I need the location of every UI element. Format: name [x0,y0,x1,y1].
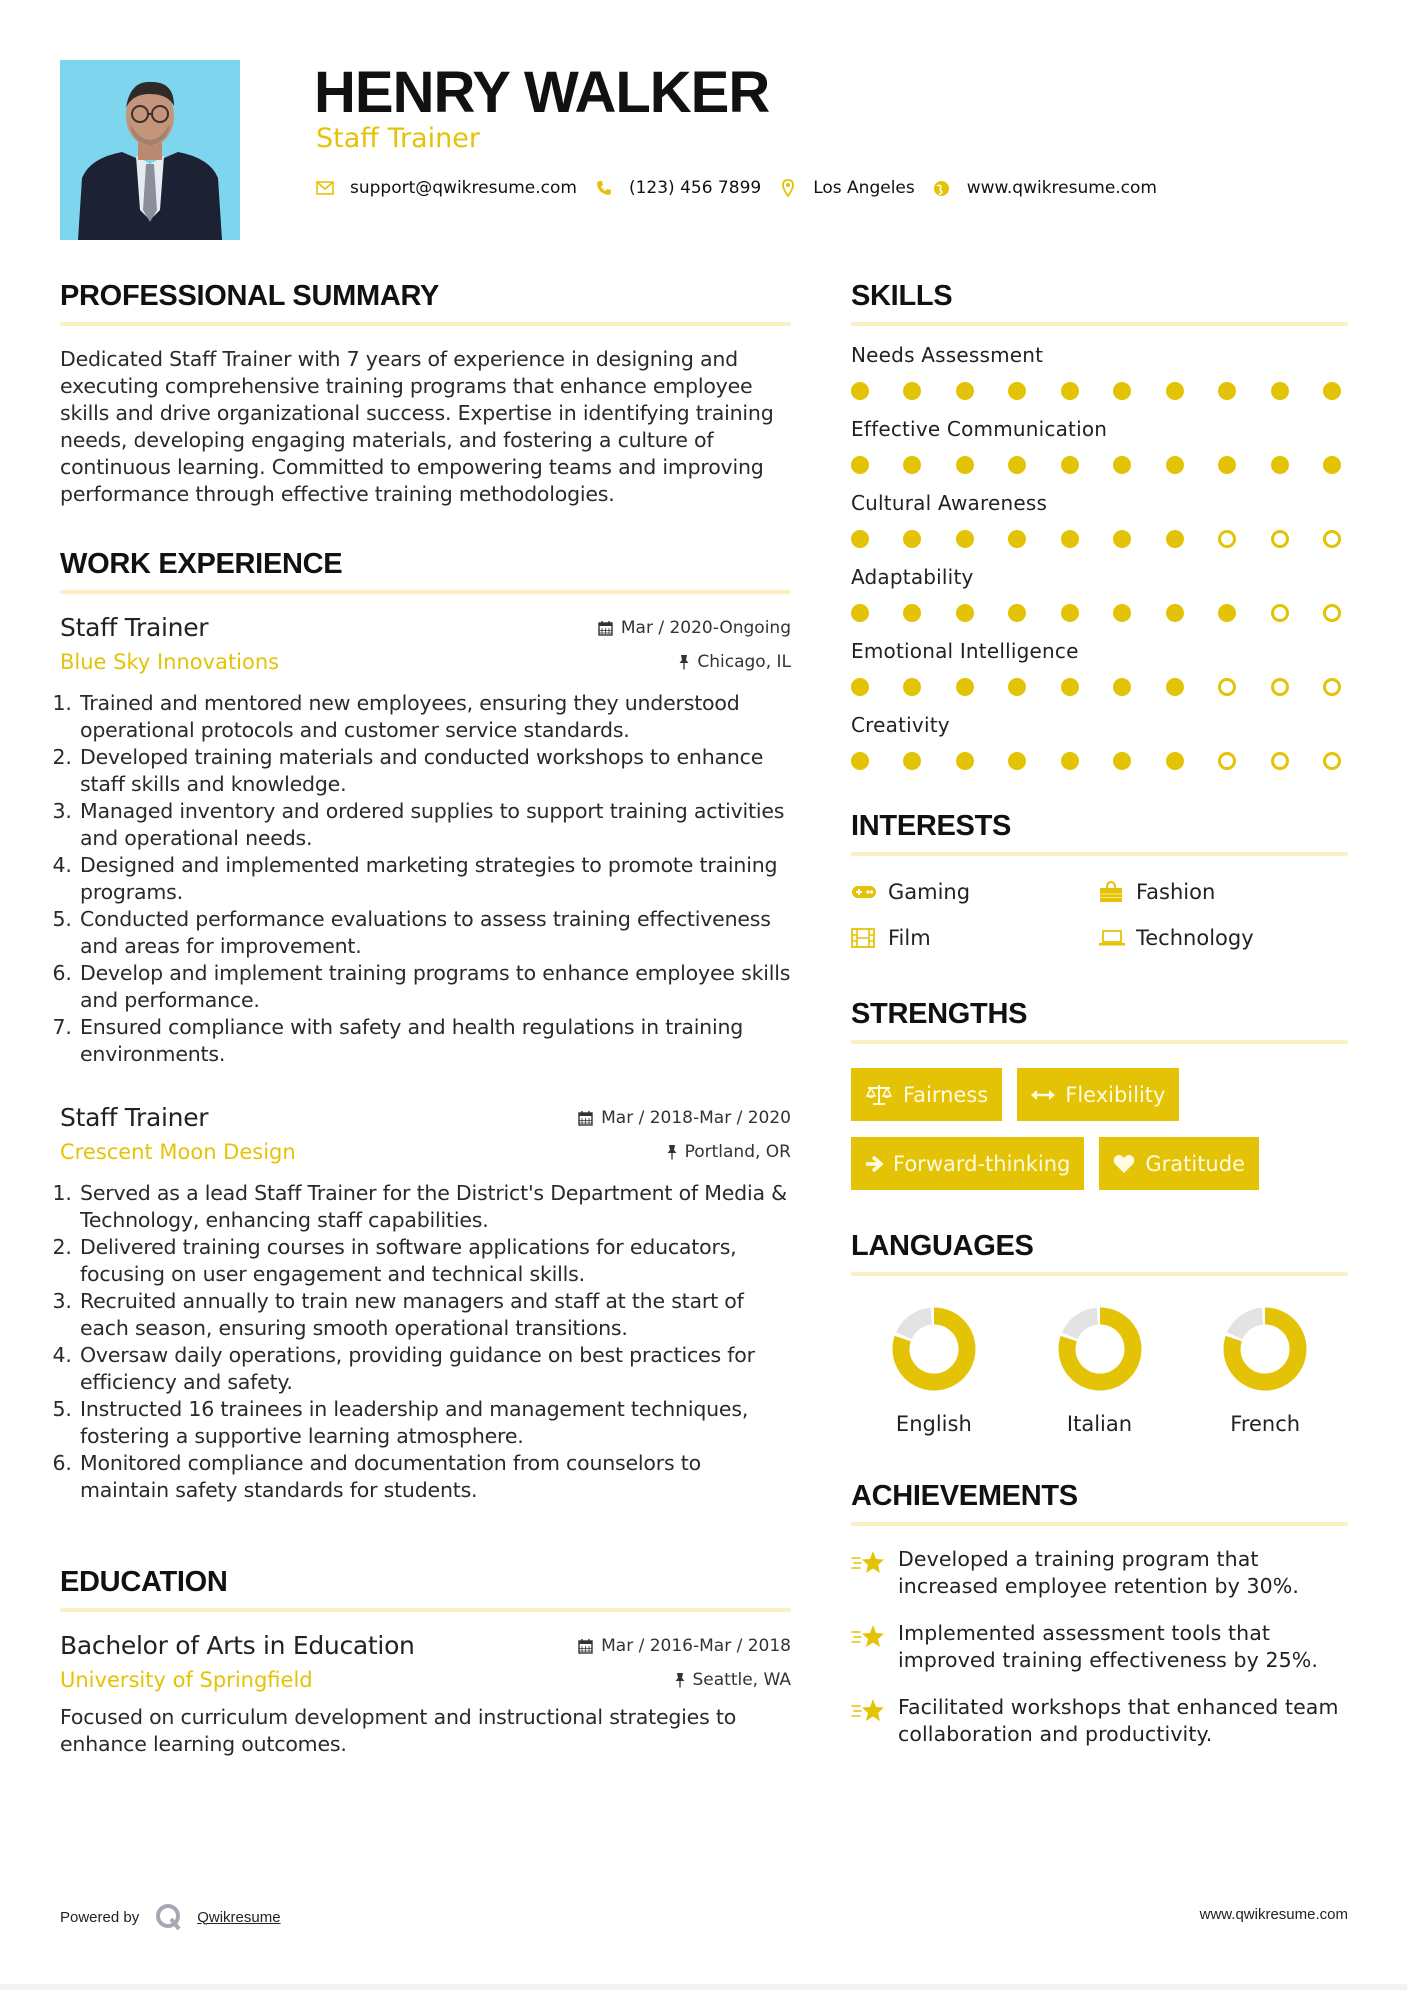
rating-dot-filled-icon [1113,530,1131,548]
language-proficiency-donut [1057,1306,1143,1392]
balance-scale-icon [865,1084,893,1106]
job-bullet: 3. Recruited annually to train new managers and staff at the start of each season, ensuring smooth operational transitions. [78,1288,791,1342]
job-location [667,1142,791,1162]
rating-dot-filled-icon [1166,530,1184,548]
rating-dot-filled-icon [1113,382,1131,400]
job-date [598,618,791,638]
strength-tag-forward-thinking [851,1137,1084,1190]
skills-heading: SKILLS [851,280,953,312]
rating-dot-empty-icon [1271,530,1289,548]
job-date-text: Mar / 2020-Ongoing [620,618,791,638]
job-location [679,652,791,672]
candidate-name: HENRY WALKER [314,60,770,125]
arrow-right-icon [865,1155,883,1173]
contact-website[interactable] [933,178,1157,198]
job-entry [60,612,791,1068]
rating-dot-empty-icon [1218,752,1236,770]
skill-name: Effective Communication [851,417,1108,441]
job-bullet: 7. Ensured compliance with safety and health regulations in training environments. [78,1014,791,1068]
map-marker-icon [779,179,797,197]
skill-name: Cultural Awareness [851,491,1048,515]
globe-icon [933,179,951,197]
rating-dot-filled-icon [1061,678,1079,696]
achievements-heading: ACHIEVEMENTS [851,1480,1078,1512]
candidate-title: Staff Trainer [316,123,480,154]
languages-heading: LANGUAGES [851,1230,1034,1262]
heart-icon [1113,1154,1135,1174]
strength-label: Fairness [903,1082,989,1107]
phone-icon [595,179,613,197]
rating-dot-filled-icon [1323,382,1341,400]
interest-item-film [851,924,1099,952]
achievement-item [851,1620,1348,1674]
rating-dot-filled-icon [903,678,921,696]
star-icon [851,1694,887,1748]
interest-item-fashion [1099,878,1347,906]
strength-tag-fairness [851,1068,1002,1121]
rating-dot-filled-icon [1166,678,1184,696]
job-bullet: 1. Served as a lead Staff Trainer for the District's Department of Media & Technology, enhancing staff capabilities. [78,1180,791,1234]
rating-dot-filled-icon [1008,530,1026,548]
rating-dot-filled-icon [1008,678,1026,696]
rating-dot-filled-icon [1061,382,1079,400]
skill-item [851,416,1348,474]
rating-dot-filled-icon [1166,382,1184,400]
left-column [60,278,791,1758]
rating-dot-filled-icon [1218,382,1236,400]
language-item [1182,1306,1348,1438]
rating-dot-filled-icon [1113,752,1131,770]
interests-heading: INTERESTS [851,810,1012,842]
contact-location-text: Los Angeles [813,178,915,198]
section-divider [851,1522,1348,1526]
job-bullet: 2. Developed training materials and conducted workshops to enhance staff skills and knowledge. [78,744,791,798]
rating-dot-filled-icon [1113,678,1131,696]
education-location-text: Seattle, WA [692,1670,791,1690]
school-name: University of Springfield [60,1668,313,1692]
rating-dot-filled-icon [956,456,974,474]
right-column [851,278,1348,1748]
language-item [851,1306,1017,1438]
skill-rating [851,456,1341,474]
strengths-list [851,1068,1321,1190]
rating-dot-filled-icon [956,604,974,622]
rating-dot-filled-icon [903,530,921,548]
star-icon [851,1620,887,1674]
skill-rating [851,530,1341,548]
rating-dot-filled-icon [903,604,921,622]
language-label: English [895,1412,972,1436]
rating-dot-filled-icon [1113,604,1131,622]
job-date [578,1108,791,1128]
section-divider [60,1608,791,1612]
strength-label: Gratitude [1145,1151,1245,1176]
calendar-icon [578,1638,593,1654]
job-bullet: 5. Conducted performance evaluations to assess training effectiveness and areas for improvement. [78,906,791,960]
language-label: French [1230,1412,1301,1436]
calendar-icon [598,620,613,636]
skill-rating [851,604,1341,622]
rating-dot-filled-icon [1271,456,1289,474]
skill-name: Needs Assessment [851,343,1044,367]
job-bullets [60,690,791,1068]
rating-dot-empty-icon [1218,678,1236,696]
rating-dot-filled-icon [1271,382,1289,400]
rating-dot-filled-icon [851,530,869,548]
calendar-icon [578,1110,593,1126]
job-title: Staff Trainer [60,1103,209,1132]
interest-label: Gaming [888,880,971,904]
rating-dot-filled-icon [851,678,869,696]
experience-heading: WORK EXPERIENCE [60,548,343,580]
interests-list [851,878,1348,952]
section-divider [60,590,791,594]
education-date [578,1636,791,1656]
job-location-text: Portland, OR [684,1142,791,1162]
job-entry [60,1102,791,1504]
contact-email-text: support@qwikresume.com [350,178,577,198]
arrows-horizontal-icon [1031,1089,1055,1101]
interest-item-gaming [851,878,1099,906]
rating-dot-filled-icon [956,678,974,696]
rating-dot-filled-icon [956,752,974,770]
pushpin-icon [679,654,689,670]
envelope-icon [316,179,334,197]
skill-name: Adaptability [851,565,974,589]
strength-label: Forward-thinking [893,1151,1071,1176]
rating-dot-empty-icon [1323,604,1341,622]
skills-section [851,278,1348,770]
contact-phone[interactable] [595,178,761,198]
education-heading: EDUCATION [60,1566,228,1598]
rating-dot-filled-icon [1113,456,1131,474]
skill-item [851,564,1348,622]
contact-website-text: www.qwikresume.com [966,178,1157,198]
skill-name: Emotional Intelligence [851,639,1079,663]
section-divider [851,322,1348,326]
rating-dot-filled-icon [903,456,921,474]
rating-dot-empty-icon [1218,530,1236,548]
achievements-list [851,1546,1348,1748]
achievement-text: Implemented assessment tools that improved training effectiveness by 25%. [898,1621,1318,1672]
language-proficiency-donut [1222,1306,1308,1392]
interest-label: Fashion [1136,880,1216,904]
shopping-bag-icon [1099,881,1125,903]
skill-item [851,638,1348,696]
rating-dot-filled-icon [1008,382,1026,400]
rating-dot-filled-icon [1218,456,1236,474]
job-company: Crescent Moon Design [60,1140,296,1164]
job-bullet: 4. Designed and implemented marketing strategies to promote training programs. [78,852,791,906]
languages-section [851,1228,1348,1438]
rating-dot-filled-icon [903,752,921,770]
strengths-heading: STRENGTHS [851,998,1028,1030]
job-company: Blue Sky Innovations [60,650,280,674]
skill-rating [851,678,1341,696]
job-bullets [60,1180,791,1504]
languages-list [851,1306,1348,1438]
education-location [675,1670,792,1690]
rating-dot-empty-icon [1323,752,1341,770]
education-date-text: Mar / 2016-Mar / 2018 [601,1636,791,1656]
strength-tag-flexibility [1017,1068,1179,1121]
qwikresume-link[interactable]: Qwikresume [197,1908,281,1926]
job-bullet: 6. Monitored compliance and documentation from counselors to maintain safety standards for students. [78,1450,791,1504]
language-proficiency-donut [891,1306,977,1392]
rating-dot-empty-icon [1271,752,1289,770]
rating-dot-filled-icon [1061,604,1079,622]
achievements-section [851,1478,1348,1748]
strength-tag-gratitude [1099,1137,1259,1190]
rating-dot-filled-icon [1061,752,1079,770]
summary-heading: PROFESSIONAL SUMMARY [60,280,440,312]
job-date-text: Mar / 2018-Mar / 2020 [601,1108,791,1128]
education-entry [60,1630,791,1758]
rating-dot-empty-icon [1271,604,1289,622]
section-divider [851,1272,1348,1276]
rating-dot-filled-icon [1166,604,1184,622]
rating-dot-filled-icon [1061,456,1079,474]
rating-dot-filled-icon [1166,752,1184,770]
rating-dot-empty-icon [1271,678,1289,696]
summary-text: Dedicated Staff Trainer with 7 years of experience in designing and executing comprehensive training programs that enhance employee skills and drive organizational success. Expertise in identifying training needs, developing engaging materials, and fostering a culture of continuous learning. Committed to empowering teams and improving performance through effective training methodologies. [60,347,774,506]
rating-dot-empty-icon [1323,678,1341,696]
laptop-icon [1099,930,1125,946]
gamepad-icon [851,884,877,900]
strengths-section [851,996,1348,1190]
experience-section [60,546,791,1504]
powered-by-label: Powered by [60,1908,140,1926]
summary-section [60,278,791,508]
achievement-text: Developed a training program that increased employee retention by 30%. [898,1547,1299,1598]
footer-powered-by [60,1903,281,1931]
rating-dot-filled-icon [956,530,974,548]
job-bullet: 1. Trained and mentored new employees, ensuring they understood operational protocols and customer service standards. [78,690,791,744]
star-icon [851,1546,887,1600]
interest-label: Technology [1136,926,1254,950]
strength-label: Flexibility [1065,1082,1166,1107]
rating-dot-filled-icon [1061,530,1079,548]
degree-title: Bachelor of Arts in Education [60,1631,415,1660]
contact-row [316,178,1175,198]
rating-dot-filled-icon [851,752,869,770]
achievement-item [851,1546,1348,1600]
skill-rating [851,752,1341,770]
footer-website-link[interactable]: www.qwikresume.com [1199,1906,1348,1923]
film-icon [851,928,877,948]
skills-list [851,342,1348,770]
rating-dot-filled-icon [1166,456,1184,474]
job-bullet: 5. Instructed 16 trainees in leadership and management techniques, fostering a supportive learning atmosphere. [78,1396,791,1450]
rating-dot-filled-icon [903,382,921,400]
skill-rating [851,382,1341,400]
interest-item-technology [1099,924,1347,952]
pushpin-icon [675,1672,685,1688]
rating-dot-filled-icon [1008,752,1026,770]
contact-phone-text: (123) 456 7899 [628,178,762,198]
language-label: Italian [1066,1412,1133,1436]
rating-dot-filled-icon [956,382,974,400]
rating-dot-filled-icon [1323,456,1341,474]
interests-section [851,808,1348,952]
job-bullet: 3. Managed inventory and ordered supplies to support training activities and operational needs. [78,798,791,852]
achievement-item [851,1694,1348,1748]
language-item [1017,1306,1183,1438]
job-title: Staff Trainer [60,613,209,642]
education-section [60,1564,791,1758]
rating-dot-filled-icon [1008,604,1026,622]
skill-item [851,490,1348,548]
skill-item [851,712,1348,770]
job-bullet: 6. Develop and implement training programs to enhance employee skills and performance. [78,960,791,1014]
rating-dot-filled-icon [851,382,869,400]
section-divider [851,1040,1348,1044]
section-divider [60,322,791,326]
education-description: Focused on curriculum development and instructional strategies to enhance learning outcomes. [60,1705,737,1756]
rating-dot-filled-icon [1218,604,1236,622]
qwikresume-logo-icon [155,1903,183,1931]
contact-location [779,178,915,198]
skill-item [851,342,1348,400]
section-divider [851,852,1348,856]
achievement-text: Facilitated workshops that enhanced team collaboration and productivity. [898,1695,1339,1746]
rating-dot-filled-icon [851,604,869,622]
profile-photo [60,60,240,240]
contact-email[interactable] [316,178,577,198]
job-location-text: Chicago, IL [697,652,791,672]
interest-label: Film [888,926,931,950]
skill-name: Creativity [851,713,950,737]
rating-dot-filled-icon [851,456,869,474]
job-bullet: 4. Oversaw daily operations, providing guidance on best practices for efficiency and safety. [78,1342,791,1396]
rating-dot-filled-icon [1008,456,1026,474]
job-bullet: 2. Delivered training courses in software applications for educators, focusing on user engagement and technical skills. [78,1234,791,1288]
page-bottom-edge [0,1984,1407,1990]
pushpin-icon [667,1144,677,1160]
rating-dot-empty-icon [1323,530,1341,548]
